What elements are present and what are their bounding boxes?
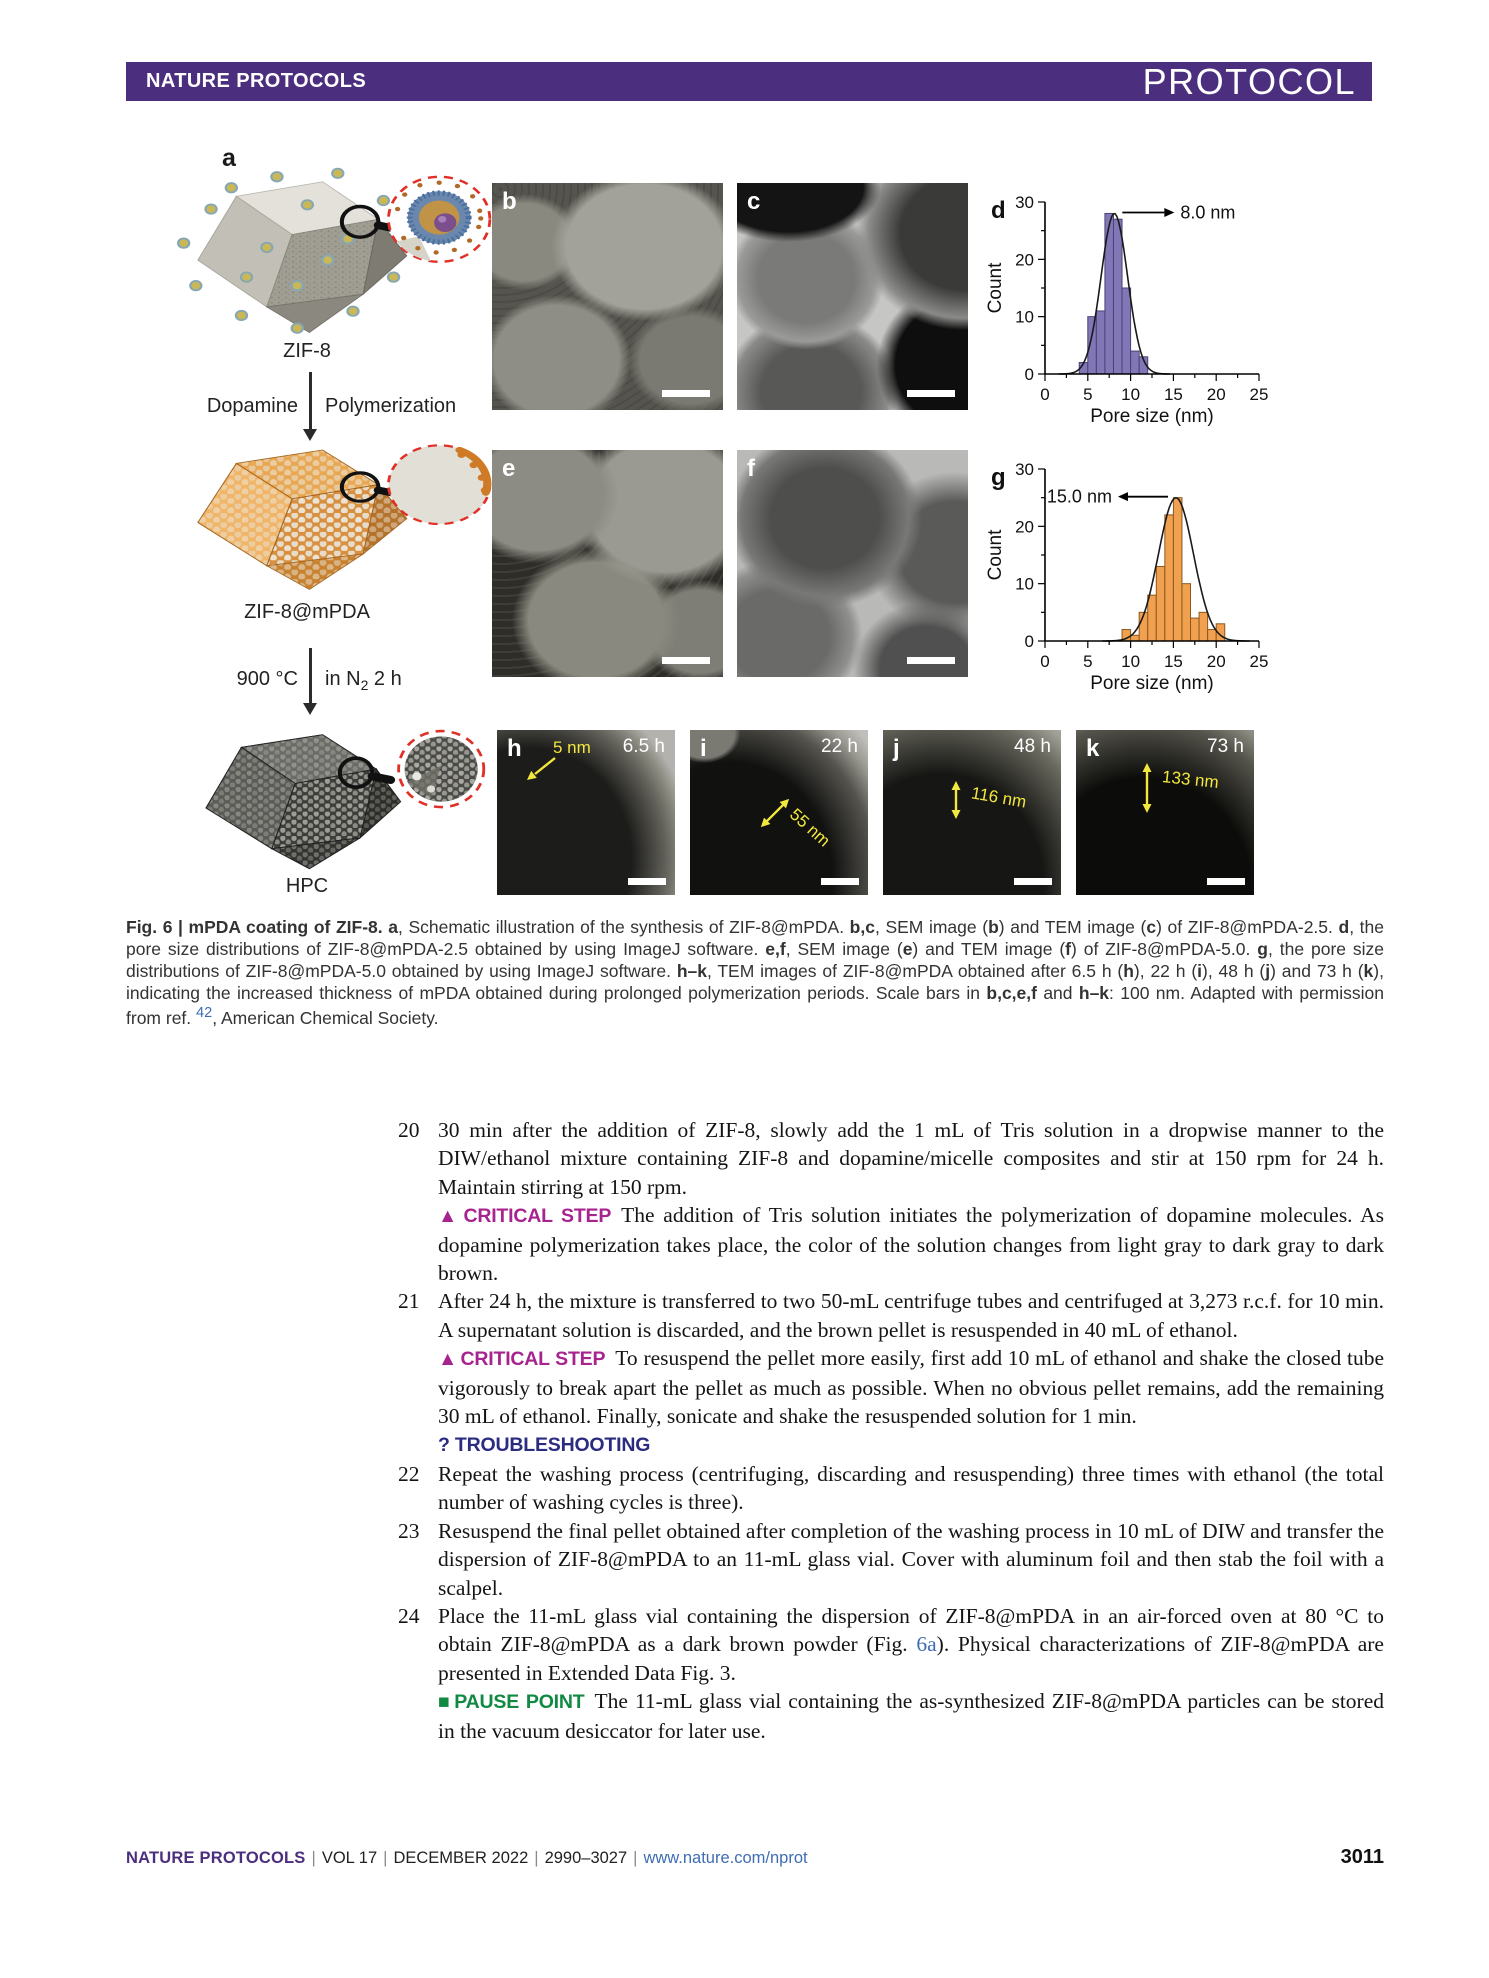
step-number: 20 [398, 1118, 420, 1142]
svg-text:g: g [991, 464, 1006, 491]
footer-website-link[interactable]: www.nature.com/nprot [643, 1849, 808, 1867]
panel-a-letter: a [222, 144, 236, 172]
svg-text:5: 5 [1083, 385, 1093, 404]
svg-text:0: 0 [1024, 632, 1034, 651]
zif8-mpda-schematic-illustration [135, 428, 500, 613]
zif8-schematic-illustration [135, 158, 500, 358]
footer-date: DECEMBER 2022 [393, 1849, 529, 1867]
note-label: ■ PAUSE POINT [438, 1691, 585, 1714]
svg-text:8.0 nm: 8.0 nm [1180, 202, 1236, 223]
panel-h-time-label: 6.5 h [622, 736, 665, 757]
hpc-pore-inset [399, 731, 484, 807]
step-number: 21 [398, 1289, 420, 1314]
svg-text:15: 15 [1163, 385, 1183, 404]
panel-j-letter: j [893, 735, 900, 762]
arrow2-right-label: in $N_2$ 2 h [325, 668, 402, 693]
svg-text:15: 15 [1163, 652, 1183, 671]
header-bar [126, 62, 1372, 101]
svg-text:10: 10 [1015, 574, 1034, 594]
panel-h-letter: h [507, 735, 522, 762]
micelle-inset [388, 177, 489, 262]
step-number: 23 [398, 1518, 420, 1543]
footer-pages: 2990–3027 [544, 1849, 628, 1867]
critical-triangle-icon: ▲ [438, 1348, 458, 1371]
svg-text:Count: Count [985, 529, 1006, 581]
scale-bar [821, 878, 859, 885]
step-text: 30 min after the addition of ZIF-8, slowly add the 1 mL of Tris solution in a dropwise manner to the DIW/ethanol mixture containing ZIF-8 and dopamine/micelle composites and stir at 150 rpm for 24 h. Maintain stirring at 150 rpm. ▲ CRITICAL STEP The addition of Tris solution initiates the polymerization of dopamine molecules. As dopamine polymerization takes place, the color of the solution changes from light gray to dark gray to dark brown. [438, 1116, 1384, 1287]
footer-separator: | [633, 1849, 638, 1867]
mpda-polyhedron [198, 450, 407, 589]
page-number: 3011 [1340, 1846, 1384, 1868]
scale-bar [907, 657, 955, 664]
scale-bar [1207, 878, 1245, 885]
step-text: Repeat the washing process (centrifuging, discarding and resuspending) three times with ethanol (the total number of washing cycles is three). [438, 1461, 1384, 1515]
thickness-annotation: 5 nm [553, 738, 591, 757]
svg-text:10: 10 [1121, 652, 1141, 671]
svg-text:25: 25 [1249, 385, 1269, 404]
svg-text:0: 0 [1024, 365, 1034, 384]
step-note-trouble [438, 1430, 1384, 1459]
inline-link[interactable]: 6a [916, 1632, 937, 1657]
svg-text:25: 25 [1249, 652, 1269, 671]
note-label: ▲ CRITICAL STEP [438, 1348, 606, 1371]
svg-text:10: 10 [1015, 307, 1034, 327]
svg-text:20: 20 [1206, 652, 1226, 671]
panel-g-histogram [985, 455, 1295, 695]
arrow1-left-label: Dopamine [206, 395, 298, 417]
panel-b-sem-image [492, 183, 723, 410]
svg-text:20: 20 [1015, 250, 1034, 270]
article-type: PROTOCOL [1142, 60, 1356, 102]
panel-c-letter: c [747, 188, 761, 215]
step-note-critical: ▲ CRITICAL STEP To resuspend the pellet more easily, first add 10 mL of ethanol and shake the closed tube vigorously to break apart the pellet as much as possible. When no obvious pellet remains, add the remaining 30 mL of ethanol. Finally, sonicate and shake the resuspended solution for 1 min. [438, 1346, 1384, 1429]
thickness-annotation: 55 nm [786, 804, 834, 851]
hpc-schematic-illustration [135, 722, 500, 894]
protocol-step [398, 1116, 1384, 1287]
panel-f-letter: f [747, 455, 755, 482]
double-arrow-icon [947, 780, 965, 820]
protocol-step [398, 1287, 1384, 1459]
inline-link[interactable]: 42 [196, 1005, 213, 1022]
svg-text:Pore size (nm): Pore size (nm) [1090, 406, 1214, 427]
note-label: ▲ CRITICAL STEP [438, 1205, 612, 1228]
arrow1-right-label: Polymerization [325, 395, 457, 417]
scale-bar [662, 657, 710, 664]
step-number: 24 [398, 1603, 420, 1628]
panel-h-tem-image [497, 730, 675, 895]
svg-text:Pore size (nm): Pore size (nm) [1090, 673, 1214, 694]
footer-journal-name: NATURE PROTOCOLS [126, 1849, 306, 1867]
panel-f-tem-image [737, 450, 968, 677]
thickness-annotation: 133 nm [1161, 767, 1220, 792]
scale-bar [1014, 878, 1052, 885]
step-text: Place the 11-mL glass vial containing the dispersion of ZIF-8@mPDA in an air-forced oven at 80 °C to obtain ZIF-8@mPDA as a dark brown powder (Fig. 6a). Physical characterizations of ZIF-8@mPDA are presented in Extended Data Fig. 3. ■ PAUSE POINT The 11-mL glass vial containing the as-synthesized ZIF-8@mPDA particles can be stored in the vacuum desiccator for later use. [438, 1602, 1384, 1745]
note-label: ? TROUBLESHOOTING [438, 1434, 651, 1457]
pause-square-icon: ■ [438, 1691, 452, 1714]
panel-e-letter: e [502, 455, 516, 482]
annotation-arrow-icon [523, 754, 561, 786]
protocol-step [398, 1602, 1384, 1745]
footer-separator: | [311, 1849, 316, 1867]
svg-text:0: 0 [1040, 385, 1050, 404]
svg-text:Count: Count [985, 262, 1006, 314]
scale-bar [628, 878, 666, 885]
figure-caption: Fig. 6 | mPDA coating of ZIF-8. a, Schematic illustration of the synthesis of ZIF-8@mPDA. b,c, SEM image (b) and TEM image (c) of ZIF-8@mPDA-2.5. d, the pore size distributions of ZIF-8@mPDA-2.5 obtained by using ImageJ software. e,f, SEM image (e) and TEM image (f) of ZIF-8@mPDA-5.0. g, the pore size distributions of ZIF-8@mPDA-5.0 obtained by using ImageJ software. h–k, TEM images of ZIF-8@mPDA obtained after 6.5 h (h), 22 h (i), 48 h (j) and 73 h (k), indicating the increased thickness of mPDA obtained during prolonged polymerization periods. Scale bars in b,c,e,f and h–k: 100 nm. Adapted with permission from ref. $^{42}$, American Chemical Society. [126, 917, 1385, 1029]
svg-text:30: 30 [1015, 193, 1034, 212]
panel-j-tem-image [883, 730, 1061, 895]
hpc-label: HPC [285, 875, 329, 897]
arrow2-left-label: 900 °C [236, 668, 298, 690]
double-arrow-icon [1138, 762, 1156, 814]
step-text: After 24 h, the mixture is transferred to two 50-mL centrifuge tubes and centrifuged at 3,273 r.c.f. for 10 min. A supernatant solution is discarded, and the brown pellet is resuspended in 40 mL of ethanol. ▲ CRITICAL STEP To resuspend the pellet more easily, first add 10 mL of ethanol and shake the closed tube vigorously to break apart the pellet as much as possible. When no obvious pellet remains, add the remaining 30 mL of ethanol. Finally, sonicate and shake the resuspended solution for 1 min. ? TROUBLESHOOTING [438, 1287, 1384, 1459]
reaction-arrow-1 [309, 372, 312, 430]
mpda-shell-inset [388, 445, 489, 524]
svg-text:10: 10 [1121, 385, 1141, 404]
panel-j-time-label: 48 h [1014, 736, 1051, 757]
footer-volume: VOL 17 [321, 1849, 378, 1867]
step-number: 22 [398, 1461, 420, 1486]
footer-separator: | [534, 1849, 539, 1867]
svg-text:d: d [991, 197, 1006, 224]
protocol-step [398, 1517, 1384, 1602]
svg-text:20: 20 [1015, 517, 1034, 537]
critical-triangle-icon: ▲ [438, 1205, 461, 1228]
svg-text:5: 5 [1083, 652, 1093, 671]
thickness-annotation: 116 nm [969, 783, 1028, 812]
step-note-critical: ▲ CRITICAL STEP The addition of Tris solution initiates the polymerization of dopamine molecules. As dopamine polymerization takes place, the color of the solution changes from light gray to dark gray to dark brown. [438, 1203, 1384, 1286]
zif8-label: ZIF-8 [283, 340, 331, 362]
footer-separator: | [383, 1849, 388, 1867]
journal-name: NATURE PROTOCOLS [146, 70, 367, 92]
scale-bar [907, 390, 955, 397]
panel-i-tem-image [690, 730, 868, 895]
footer [126, 1846, 1384, 1869]
step-note-pause: ■ PAUSE POINT The 11-mL glass vial containing the as-synthesized ZIF-8@mPDA particles can be stored in the vacuum desiccator for later use. [438, 1689, 1385, 1743]
svg-text:20: 20 [1206, 385, 1226, 404]
step-text: Resuspend the final pellet obtained after completion of the washing process in 10 mL of DIW and transfer the dispersion of ZIF-8@mPDA to an 11-mL glass vial. Cover with aluminum foil and then stab the foil with a scalpel. [438, 1518, 1384, 1600]
panel-i-letter: i [700, 735, 707, 762]
panel-c-tem-image [737, 183, 968, 410]
reaction-arrow-2 [309, 648, 312, 704]
svg-text:15.0 nm: 15.0 nm [1046, 486, 1112, 507]
panel-k-letter: k [1086, 735, 1100, 762]
protocol-step [398, 1460, 1384, 1517]
panel-k-tem-image [1076, 730, 1254, 895]
scale-bar [662, 390, 710, 397]
panel-d-histogram [985, 188, 1295, 428]
svg-text:0: 0 [1040, 652, 1050, 671]
panel-e-sem-image [492, 450, 723, 677]
panel-k-time-label: 73 h [1207, 736, 1244, 757]
protocol-steps [398, 1116, 1384, 1745]
svg-text:30: 30 [1015, 460, 1034, 479]
panel-i-time-label: 22 h [821, 736, 858, 757]
panel-b-letter: b [502, 188, 517, 215]
hpc-polyhedron [206, 735, 401, 869]
zif8-mpda-label: ZIF-8@mPDA [244, 601, 370, 623]
